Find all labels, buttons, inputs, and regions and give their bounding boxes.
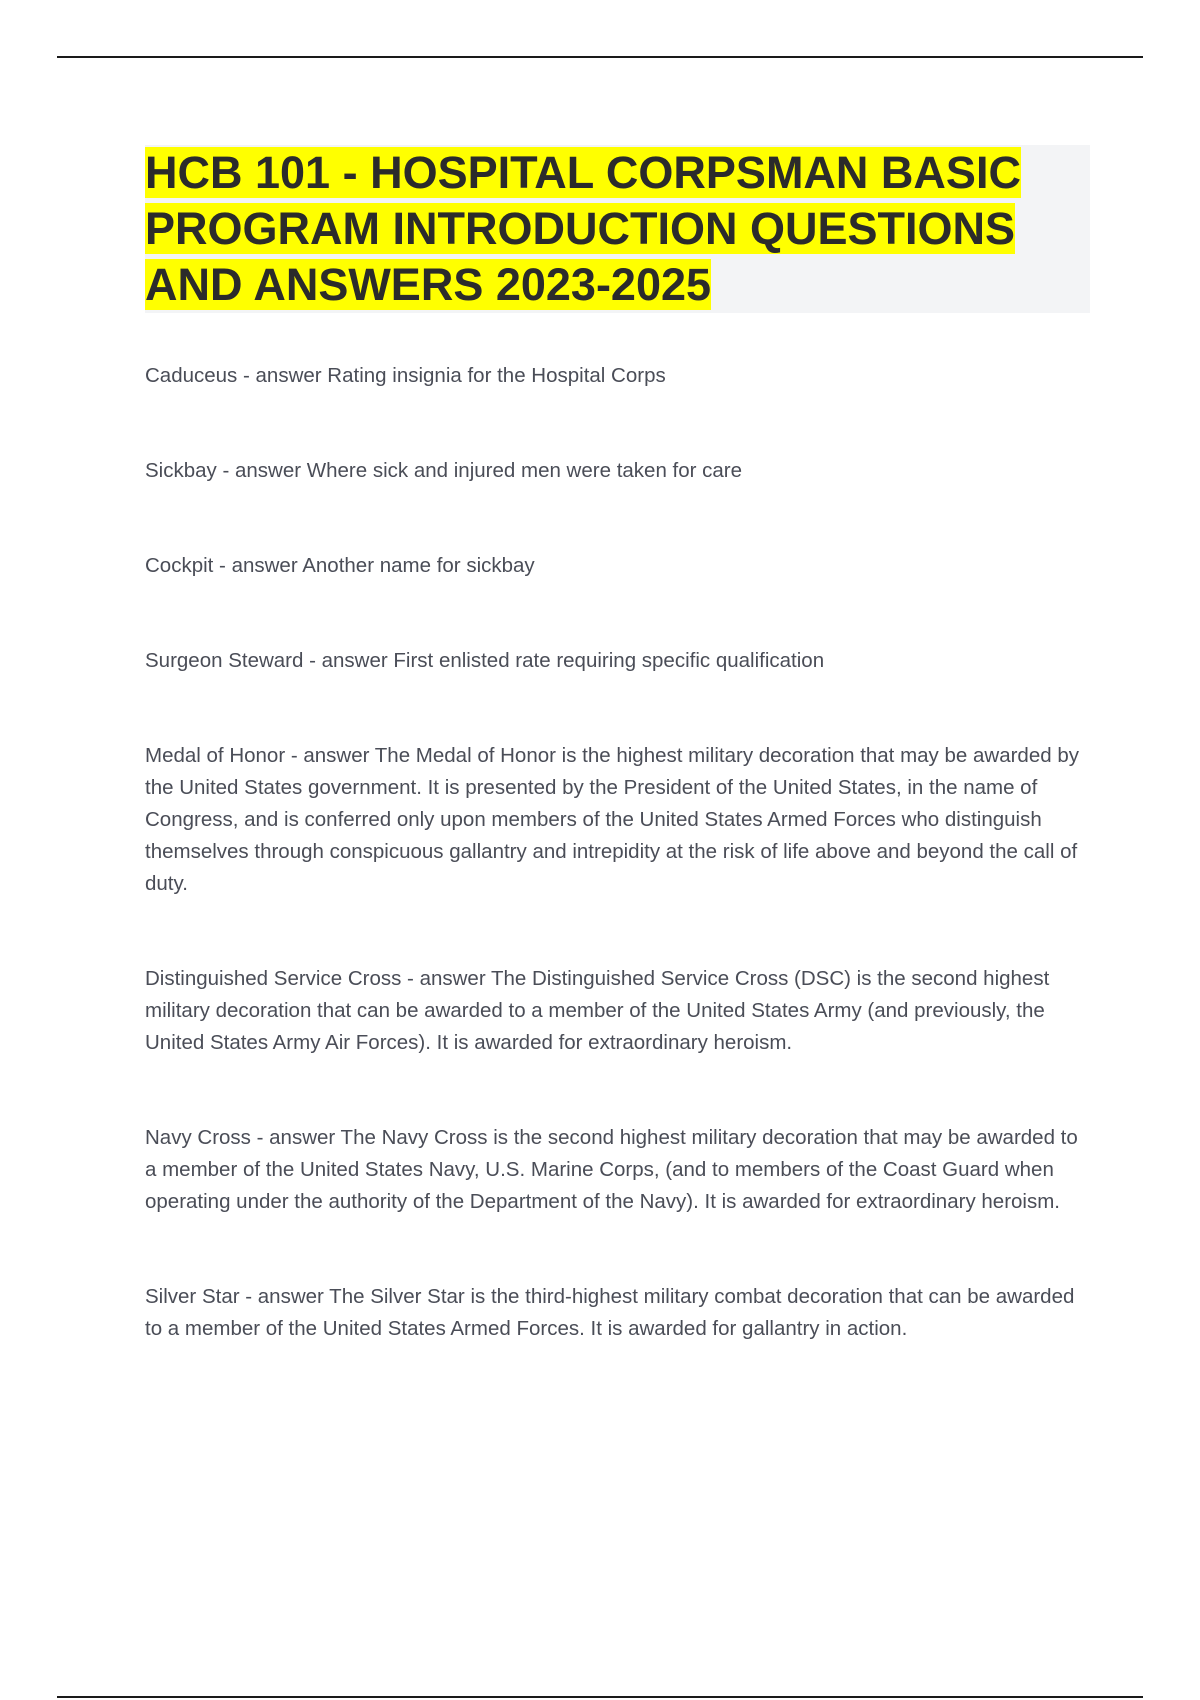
qa-item-surgeon-steward: Surgeon Steward - answer First enlisted rate requiring specific qualification — [145, 649, 825, 672]
qa-item-navy-cross: Navy Cross - answer The Navy Cross is the second highest military decoration that may be awarded to a member of the United States Navy, U.S. Marine Corps, (and to members of the Coast Guard when operating under the authority of the Department of the Navy). It is awarded for extraordinary heroism. — [145, 1126, 1078, 1213]
qa-item-cockpit: Cockpit - answer Another name for sickbay — [145, 554, 535, 577]
qa-item-sickbay: Sickbay - answer Where sick and injured men were taken for care — [145, 459, 743, 482]
header-rule — [57, 56, 1143, 58]
title-block — [145, 145, 1090, 313]
qa-item-silver-star: Silver Star - answer The Silver Star is the third-highest military combat decoration that can be awarded to a member of the United States Armed Forces. It is awarded for gallantry in action. — [145, 1285, 1075, 1340]
qa-item-medal-of-honor: Medal of Honor - answer The Medal of Honor is the highest military decoration that may be awarded by the United States government. It is presented by the President of the United States, in the name of Congress, and is conferred only upon members of the United States Armed Forces who distinguish themselves through conspicuous gallantry and intrepidity at the risk of life above and beyond the call of duty. — [145, 744, 1079, 895]
document-title-text: HCB 101 - HOSPITAL CORPSMAN BASIC PROGRAM INTRODUCTION QUESTIONS AND ANSWERS 2023-2025 — [145, 147, 1021, 310]
qa-item-distinguished-service-cross: Distinguished Service Cross - answer The Distinguished Service Cross (DSC) is the second highest military decoration that can be awarded to a member of the United States Army (and previously, the United States Army Air Forces). It is awarded for extraordinary heroism. — [145, 967, 1050, 1054]
document-title — [145, 145, 1090, 313]
qa-list — [145, 360, 1090, 1345]
qa-item-caduceus: Caduceus - answer Rating insignia for the Hospital Corps — [145, 364, 666, 387]
footer-rule — [57, 1696, 1143, 1698]
